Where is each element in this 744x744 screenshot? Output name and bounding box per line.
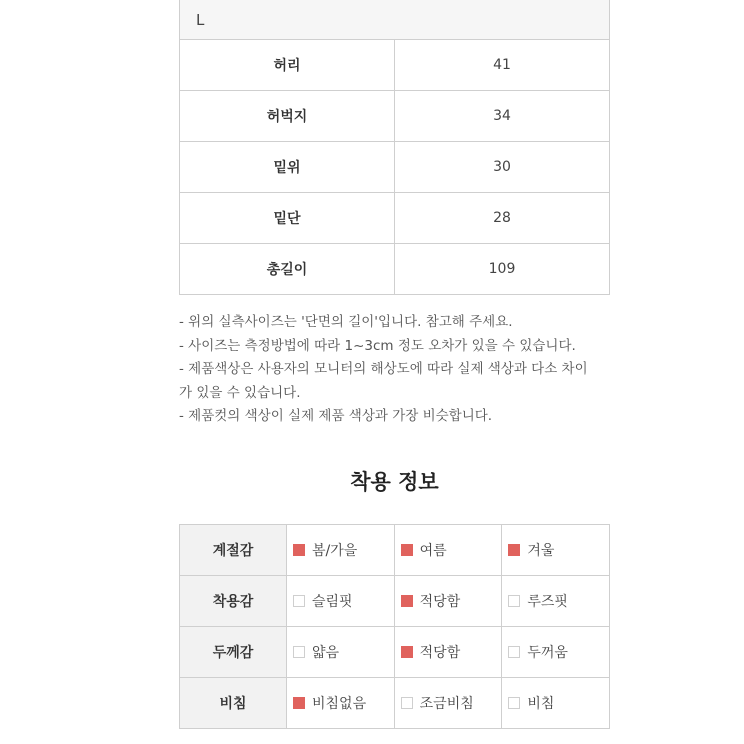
size-row [180, 91, 610, 142]
fit-option-label: 비침없음 [312, 696, 367, 712]
fit-option [502, 627, 610, 678]
fit-option-label: 적당함 [419, 645, 461, 661]
unchecked-box-icon [401, 697, 413, 709]
fit-info-title: 착용 정보 [350, 470, 439, 494]
fit-category: 착용감 [180, 576, 287, 627]
size-row-label: 허벅지 [180, 91, 395, 142]
note-line: - 제품색상은 사용자의 모니터의 해상도에 따라 실제 색상과 다소 차이 가 있을 수 있습니다. [179, 361, 588, 401]
size-row-value: 109 [395, 244, 610, 295]
note-line: - 위의 실측사이즈는 '단면의 길이'입니다. 참고해 주세요. [179, 314, 513, 330]
size-row-label: 밑위 [180, 142, 395, 193]
fit-category: 비침 [180, 678, 287, 729]
fit-row [180, 678, 610, 729]
fit-option [502, 576, 610, 627]
fit-option [394, 627, 502, 678]
fit-option-label: 두꺼움 [527, 645, 568, 661]
size-row [180, 142, 610, 193]
fit-option-label: 루즈핏 [527, 594, 568, 610]
unchecked-box-icon [293, 595, 305, 607]
unchecked-box-icon [508, 697, 520, 709]
fit-row [180, 627, 610, 678]
fit-category: 계절감 [180, 525, 287, 576]
size-row-label: 허리 [180, 40, 395, 91]
checked-box-icon [401, 646, 413, 658]
fit-option [502, 678, 610, 729]
fit-option [287, 525, 395, 576]
note-line: - 사이즈는 측정방법에 따라 1~3cm 정도 오차가 있을 수 있습니다. [179, 337, 576, 354]
fit-option-label: 비침 [527, 696, 555, 712]
size-notes [179, 311, 619, 429]
size-row-label: 밑단 [180, 193, 395, 244]
checked-box-icon [401, 544, 413, 556]
fit-option-label: 얇음 [312, 645, 340, 661]
fit-row [180, 525, 610, 576]
fit-option-label: 겨울 [527, 543, 555, 559]
size-row [180, 193, 610, 244]
size-row [180, 40, 610, 91]
size-row-value: 34 [395, 91, 610, 142]
note-line: - 제품컷의 색상이 실제 제품 색상과 가장 비슷합니다. [179, 408, 493, 424]
fit-option-label: 봄/가을 [312, 543, 358, 559]
fit-option [394, 678, 502, 729]
unchecked-box-icon [293, 646, 305, 658]
fit-row [180, 576, 610, 627]
checked-box-icon [508, 544, 520, 556]
size-row [180, 244, 610, 295]
fit-option [394, 576, 502, 627]
size-row-value: 28 [395, 193, 610, 244]
size-row-label: 총길이 [180, 244, 395, 295]
size-header-row [180, 0, 610, 40]
fit-category: 두께감 [180, 627, 287, 678]
size-table [179, 0, 610, 295]
size-row-value: 41 [395, 40, 610, 91]
fit-option [394, 525, 502, 576]
fit-option-label: 슬림핏 [312, 594, 353, 610]
fit-option [287, 678, 395, 729]
unchecked-box-icon [508, 595, 520, 607]
fit-option-label: 적당함 [419, 594, 461, 610]
unchecked-box-icon [508, 646, 520, 658]
fit-info-table [179, 524, 610, 729]
size-label: L [180, 0, 610, 40]
fit-option-label: 조금비침 [419, 696, 474, 712]
fit-option [287, 576, 395, 627]
fit-option [502, 525, 610, 576]
checked-box-icon [293, 697, 305, 709]
checked-box-icon [293, 544, 305, 556]
checked-box-icon [401, 595, 413, 607]
fit-option [287, 627, 395, 678]
fit-option-label: 여름 [419, 543, 447, 559]
size-row-value: 30 [395, 142, 610, 193]
